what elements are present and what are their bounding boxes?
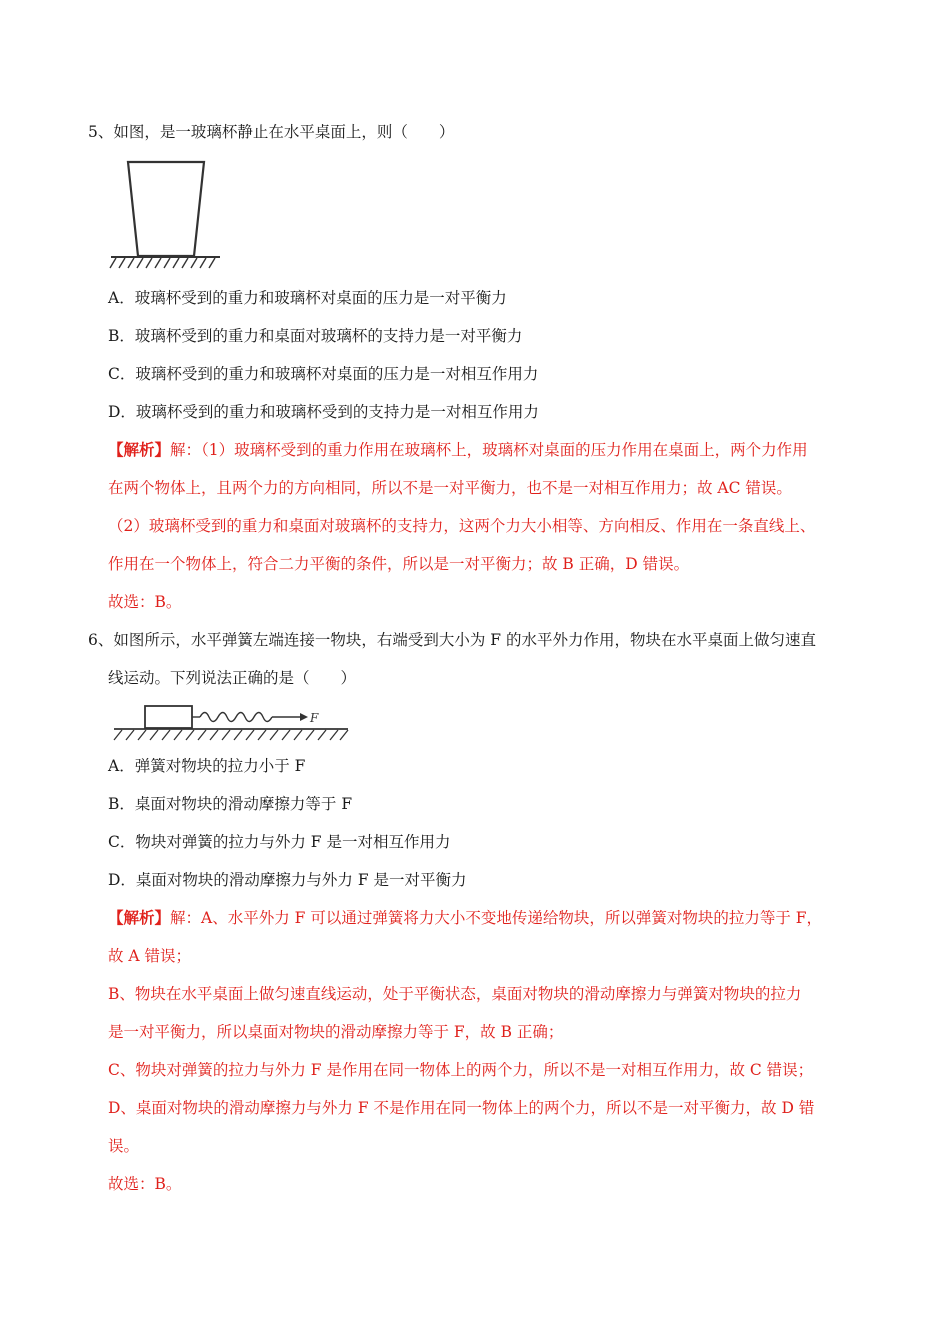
- q5-analysis-line-4: 作用在一个物体上，符合二力平衡的条件，所以是一对平衡力；故 B 正确，D 错误。: [108, 555, 690, 573]
- q6-option-d: D．桌面对物块的滑动摩擦力与外力 F 是一对平衡力: [108, 871, 467, 889]
- q5-option-d: D．玻璃杯受到的重力和玻璃杯受到的支持力是一对相互作用力: [108, 403, 539, 421]
- q6-option-b: B．桌面对物块的滑动摩擦力等于 F: [108, 795, 353, 813]
- q6-analysis-tag: 【解析】: [108, 908, 171, 927]
- q6-stem-line-2: 线运动。下列说法正确的是（ ）: [108, 669, 357, 687]
- q6-stem-line-1: 6、如图所示，水平弹簧左端连接一物块，右端受到大小为 F 的水平外力作用，物块在水平桌面上做匀速直: [88, 631, 816, 649]
- q6-analysis-line-2: 故 A 错误；: [108, 947, 192, 965]
- q6-analysis-line-6: D、桌面对物块的滑动摩擦力与外力 F 不是作用在同一物体上的两个力，所以不是一对平衡力，故 D 错: [108, 1099, 815, 1117]
- force-f-label: F: [310, 711, 319, 725]
- q6-answer: 故选：B。: [108, 1175, 182, 1193]
- q6-option-a: A．弹簧对物块的拉力小于 F: [108, 757, 306, 775]
- q5-stem: 5、如图，是一玻璃杯静止在水平桌面上，则（ ）: [88, 123, 455, 141]
- q5-analysis-tag: 【解析】: [108, 440, 171, 459]
- q6-analysis-line-1: 【解析】解：A、水平外力 F 可以通过弹簧将力大小不变地传递给物块，所以弹簧对物块的拉力等于 F，: [108, 908, 823, 927]
- q5-answer: 故选：B。: [108, 593, 182, 611]
- q5-analysis-line-1: 【解析】解：（1）玻璃杯受到的重力作用在玻璃杯上，玻璃杯对桌面的压力作用在桌面上，两个力作用: [108, 440, 808, 459]
- q6-analysis-line-3: B、物块在水平桌面上做匀速直线运动，处于平衡状态，桌面对物块的滑动摩擦力与弹簧对物块的拉力: [108, 985, 802, 1003]
- q5-option-b: B．玻璃杯受到的重力和桌面对玻璃杯的支持力是一对平衡力: [108, 327, 523, 345]
- q5-analysis-line-3: （2）玻璃杯受到的重力和桌面对玻璃杯的支持力，这两个力大小相等、方向相反、作用在一条直线上、: [108, 517, 816, 535]
- spring-block-figure: [110, 702, 355, 744]
- q5-analysis-line-2: 在两个物体上，且两个力的方向相同，所以不是一对平衡力，也不是一对相互作用力；故 AC 错误。: [108, 479, 792, 497]
- q6-analysis-line-7: 误。: [108, 1137, 140, 1155]
- q6-analysis-line-4: 是一对平衡力，所以桌面对物块的滑动摩擦力等于 F，故 B 正确；: [108, 1023, 564, 1041]
- q6-option-c: C．物块对弹簧的拉力与外力 F 是一对相互作用力: [108, 833, 451, 851]
- glass-cup-figure: [108, 160, 223, 272]
- q5-option-c: C．玻璃杯受到的重力和玻璃杯对桌面的压力是一对相互作用力: [108, 365, 539, 383]
- q6-analysis-line-5: C、物块对弹簧的拉力与外力 F 是作用在同一物体上的两个力，所以不是一对相互作用力，故 C 错误；: [108, 1061, 814, 1079]
- q5-option-a: A．玻璃杯受到的重力和玻璃杯对桌面的压力是一对平衡力: [108, 289, 507, 307]
